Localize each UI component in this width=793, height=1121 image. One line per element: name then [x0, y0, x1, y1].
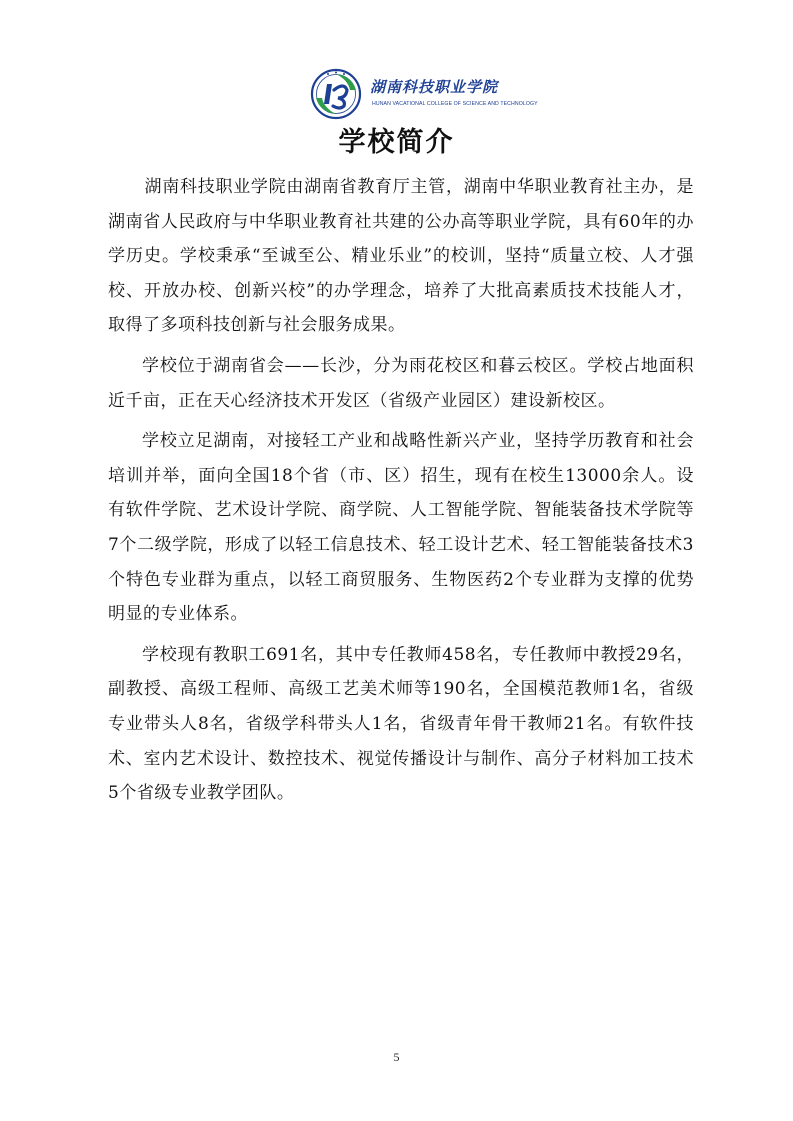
paragraph-faculty: 学校现有教职工691名，其中专任教师458名，专任教师中教授29名，副教授、高级工程师、高级工艺美术师等190名，全国模范教师1名，省级专业带头人8名，省级学科带头人1名，省级青年骨干教师21名。有软件技术、室内艺术设计、数控技术、视觉传播设计与制作、高分子材料加工技术5个省级专业教学团队。 — [108, 644, 694, 804]
paragraph-programs: 学校立足湖南，对接轻工产业和战略性新兴产业，坚持学历教育和社会培训并举，面向全国18个省（市、区）招生，现有在校生13000余人。设有软件学院、艺术设计学院、商学院、人工智能学院、智能装备技术学院等7个二级学院，形成了以轻工信息技术、轻工设计艺术、轻工智能装备技术3个特色专业群为重点，以轻工商贸服务、生物医药2个专业群为支撑的优势明显的专业体系。 — [108, 431, 694, 625]
paragraph-location: 学校位于湖南省会——长沙，分为雨花校区和暮云校区。学校占地面积近千亩，正在天心经济技术开发区（省级产业园区）建设新校区。 — [108, 355, 694, 411]
college-logo — [310, 68, 538, 124]
logo-name: 湖南科技职业学院 — [370, 78, 499, 96]
body-text — [108, 170, 694, 817]
logo-english-name: HUNAN VACATIONAL COLLEGE OF SCIENCE AND TECHNOLOGY — [372, 101, 538, 107]
page-title: 学校简介 — [338, 127, 455, 158]
page-number: 5 — [393, 1050, 400, 1064]
college-emblem-icon — [310, 68, 362, 120]
paragraph-intro: 湖南科技职业学院由湖南省教育厅主管，湖南中华职业教育社主办，是湖南省人民政府与中华职业教育社共建的公办高等职业学院，具有60年的办学历史。学校秉承“至诚至公、精业乐业”的校训，坚持“质量立校、人才强校、开放办校、创新兴校”的办学理念，培养了大批高素质技术技能人才，取得了多项科技创新与社会服务成果。 — [108, 177, 694, 336]
